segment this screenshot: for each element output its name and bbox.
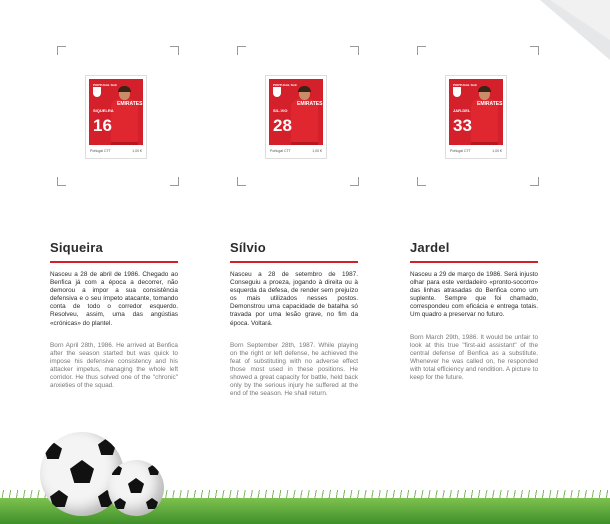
bio-english: Born April 28th, 1986. He arrived at Benfica after the season started but was quick to impose his defensive consistency and his attacker impetus, managing the whole left corridor. He thus solved one of the "chronic" anxieties of the squad. — [50, 341, 178, 390]
stamp-player-name: SIQUEI-RA — [93, 108, 114, 113]
crop-mark — [350, 177, 359, 186]
player-name: Jardel — [410, 240, 450, 255]
shirt-sponsor: EMIRATES — [477, 101, 503, 107]
stamp-image — [449, 79, 503, 145]
crop-mark — [57, 177, 66, 186]
player-bio-jardel — [410, 240, 538, 382]
stamp-player-name: JAR-DEL — [453, 108, 471, 113]
soccer-ball-icon — [108, 460, 164, 516]
player-name: Siqueira — [50, 240, 103, 255]
bio-portuguese: Nasceu a 28 de abril de 1986. Chegado ao Benfica já com a época a decorrer, não demorou a impor a sua consistência defensiva e o seu ímpeto atacante, tomando conta de todo o corredor esquerdo. Resolveu, assim, uma das angústias «crónicas» do plantel. — [50, 271, 178, 327]
stamp-issuer: Portugal CTT — [90, 149, 111, 153]
title-divider — [230, 261, 358, 263]
crop-mark — [57, 46, 66, 55]
stamp-issuer: Portugal CTT — [450, 149, 471, 153]
stamp-slot-2[interactable] — [237, 46, 359, 186]
player-photo — [111, 87, 143, 145]
title-divider — [50, 261, 178, 263]
benfica-crest-icon — [93, 87, 101, 97]
stamp-image — [89, 79, 143, 145]
stamp-brand: PORTUGAL SLB — [453, 83, 477, 87]
stamp[interactable] — [446, 76, 506, 158]
stamp-footer — [449, 146, 503, 156]
crop-mark — [417, 177, 426, 186]
player-photo — [291, 87, 323, 145]
stamp-number: 28 — [273, 116, 292, 135]
stamp-brand: PORTUGAL SLB — [273, 83, 297, 87]
benfica-crest-icon — [453, 87, 461, 97]
stamp-footer — [89, 146, 143, 156]
stamp-slot-3[interactable] — [417, 46, 539, 186]
player-name: Sílvio — [230, 240, 266, 255]
stamp-value: 1,00 € — [132, 149, 142, 153]
crop-mark — [350, 46, 359, 55]
player-photo — [471, 87, 503, 145]
player-bio-siqueira — [50, 240, 178, 390]
stamp[interactable] — [266, 76, 326, 158]
stamp-issuer: Portugal CTT — [270, 149, 291, 153]
crop-mark — [417, 46, 426, 55]
bio-english: Born September 28th, 1987. While playing on the right or left defense, he achieved the feat of substituting with no adverse effect those most used in these positions. He showed a great capacity for battle, held back only by the serious injury he suffered at the end of the season. He shall return. — [230, 341, 358, 398]
stamp-value: 1,00 € — [312, 149, 322, 153]
crop-mark — [530, 46, 539, 55]
stamp-brand: PORTUGAL SLB — [93, 83, 117, 87]
crop-mark — [530, 177, 539, 186]
stamp-slot-1[interactable] — [57, 46, 179, 186]
benfica-crest-icon — [273, 87, 281, 97]
crop-mark — [170, 177, 179, 186]
page-corner-fold-light — [550, 0, 610, 40]
stamp-footer — [269, 146, 323, 156]
stamp-image — [269, 79, 323, 145]
shirt-sponsor: EMIRATES — [117, 101, 143, 107]
stamp-value: 1,00 € — [492, 149, 502, 153]
shirt-sponsor: EMIRATES — [297, 101, 323, 107]
crop-mark — [237, 177, 246, 186]
bio-english: Born March 29th, 1986. It would be unfair to look at this true "first-aid assistant" of the central defense of Benfica as a substitute. Whenever he was called on, he responded with total efficiency and rendition. A picture to keep for the future. — [410, 333, 538, 382]
stamp-number: 16 — [93, 116, 112, 135]
stamp[interactable] — [86, 76, 146, 158]
crop-mark — [170, 46, 179, 55]
bio-portuguese: Nasceu a 28 de setembro de 1987. Conseguiu a proeza, jogando à direita ou à esquerda da defesa, de render sem prejuízo os mais utilizados nesses postos. Demonstrou uma capacidade de batalha só travada por uma lesão grave, no fim da época. Voltará. — [230, 271, 358, 327]
bio-portuguese: Nasceu a 29 de março de 1986. Será injusto olhar para este verdadeiro «pronto-socorro» das linhas atrasadas do Benfica como um suplente. Sempre que foi chamado, correspondeu com eficácia e entrega totais. Um quadro a preservar no futuro. — [410, 271, 538, 319]
stamp-player-name: SIL-VIO — [273, 108, 288, 113]
player-bio-silvio — [230, 240, 358, 398]
stamp-number: 33 — [453, 116, 472, 135]
title-divider — [410, 261, 538, 263]
crop-mark — [237, 46, 246, 55]
